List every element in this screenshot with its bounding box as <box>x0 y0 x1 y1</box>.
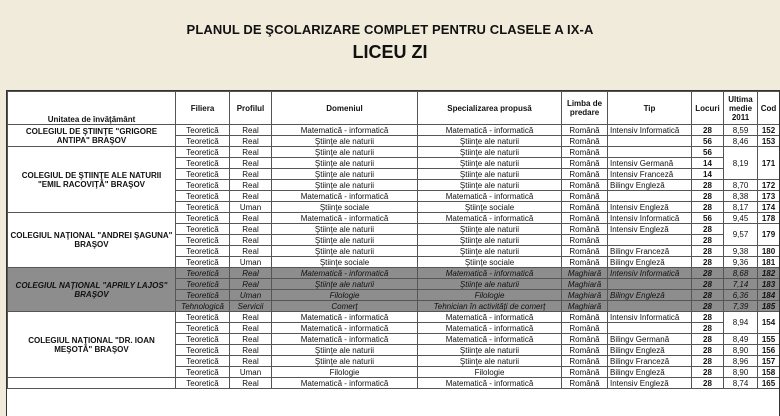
medie-cell: 9,45 <box>724 213 758 224</box>
table-row <box>8 268 780 279</box>
cod-cell: 157 <box>758 356 780 367</box>
cod-cell: 154 <box>758 312 780 334</box>
limba-cell: Română <box>562 323 608 334</box>
medie-cell: 8,74 <box>724 378 758 389</box>
tip-cell: Intensiv Engleză <box>608 224 692 235</box>
cod-cell: 155 <box>758 334 780 345</box>
filiera-cell: Teoretică <box>176 378 230 389</box>
domeniu-cell: Ştiinţe ale naturii <box>272 147 418 158</box>
domeniu-cell: Ştiinţe ale naturii <box>272 356 418 367</box>
filiera-cell: Teoretică <box>176 235 230 246</box>
locuri-cell: 28 <box>692 125 724 136</box>
school-name-cell: COLEGIUL NAŢIONAL "ANDREI ŞAGUNA" BRAŞOV <box>8 213 176 268</box>
table-row <box>8 147 780 158</box>
specializare-cell: Ştiinţe ale naturii <box>418 158 562 169</box>
locuri-cell: 28 <box>692 378 724 389</box>
specializare-cell: Ştiinţe ale naturii <box>418 169 562 180</box>
profil-cell: Real <box>230 158 272 169</box>
specializare-cell: Matematică - informatică <box>418 334 562 345</box>
tip-cell: Bilingv Germană <box>608 334 692 345</box>
medie-cell: 8,90 <box>724 367 758 378</box>
locuri-cell: 28 <box>692 224 724 235</box>
specializare-cell: Ştiinţe ale naturii <box>418 180 562 191</box>
column-header: Locuri <box>692 92 724 125</box>
medie-cell: 8,38 <box>724 191 758 202</box>
specializare-cell: Filologie <box>418 367 562 378</box>
filiera-cell: Teoretică <box>176 191 230 202</box>
cod-cell: 185 <box>758 301 780 312</box>
domeniu-cell: Filologie <box>272 367 418 378</box>
locuri-cell: 28 <box>692 202 724 213</box>
filiera-cell: Teoretică <box>176 279 230 290</box>
tip-cell: Bilingv Engleză <box>608 345 692 356</box>
school-name-cell: COLEGIUL NAŢIONAL "APRILY LAJOS" BRAŞOV <box>8 268 176 312</box>
domeniu-cell: Matematică - informatică <box>272 323 418 334</box>
profil-cell: Real <box>230 191 272 202</box>
tip-cell: Intensiv Franceză <box>608 169 692 180</box>
filiera-cell: Teoretică <box>176 136 230 147</box>
tip-cell: Intensiv Informatică <box>608 125 692 136</box>
locuri-cell: 28 <box>692 367 724 378</box>
filiera-cell: Teoretică <box>176 125 230 136</box>
column-header: Profilul <box>230 92 272 125</box>
medie-cell: 8,59 <box>724 125 758 136</box>
specializare-cell: Tehnician în activităţi de comerţ <box>418 301 562 312</box>
specializare-cell: Matematică - informatică <box>418 312 562 323</box>
limba-cell: Română <box>562 345 608 356</box>
profil-cell: Uman <box>230 290 272 301</box>
specializare-cell: Matematică - informatică <box>418 378 562 389</box>
tip-cell: Intensiv Informatică <box>608 312 692 323</box>
profil-cell: Real <box>230 345 272 356</box>
medie-cell: 8,96 <box>724 356 758 367</box>
cod-cell: 179 <box>758 224 780 246</box>
profil-cell: Real <box>230 169 272 180</box>
column-header: Ultima medie 2011 <box>724 92 758 125</box>
specializare-cell: Ştiinţe ale naturii <box>418 235 562 246</box>
locuri-cell: 28 <box>692 268 724 279</box>
tip-cell: Intensiv Informatică <box>608 213 692 224</box>
specializare-cell: Ştiinţe ale naturii <box>418 224 562 235</box>
tip-cell <box>608 147 692 158</box>
domeniu-cell: Ştiinţe ale naturii <box>272 169 418 180</box>
cod-cell: 181 <box>758 257 780 268</box>
profil-cell: Real <box>230 312 272 323</box>
specializare-cell: Ştiinţe sociale <box>418 202 562 213</box>
cod-cell: 173 <box>758 191 780 202</box>
filiera-cell: Teoretică <box>176 224 230 235</box>
domeniu-cell: Ştiinţe ale naturii <box>272 224 418 235</box>
tip-cell: Intensiv Engleză <box>608 378 692 389</box>
locuri-cell: 28 <box>692 257 724 268</box>
profil-cell: Real <box>230 334 272 345</box>
profil-cell: Uman <box>230 257 272 268</box>
cod-cell: 174 <box>758 202 780 213</box>
cod-cell: 180 <box>758 246 780 257</box>
medie-cell: 8,17 <box>724 202 758 213</box>
domeniu-cell: Matematică - informatică <box>272 312 418 323</box>
domeniu-cell: Filologie <box>272 290 418 301</box>
locuri-cell: 28 <box>692 345 724 356</box>
medie-cell: 8,49 <box>724 334 758 345</box>
domeniu-cell: Comerţ <box>272 301 418 312</box>
cod-cell: 172 <box>758 180 780 191</box>
specializare-cell: Ştiinţe ale naturii <box>418 246 562 257</box>
cod-cell: 178 <box>758 213 780 224</box>
cod-cell: 156 <box>758 345 780 356</box>
cod-cell: 158 <box>758 367 780 378</box>
medie-cell: 8,90 <box>724 345 758 356</box>
tip-cell <box>608 323 692 334</box>
specializare-cell: Matematică - informatică <box>418 323 562 334</box>
filiera-cell: Teoretică <box>176 158 230 169</box>
filiera-cell: Teoretică <box>176 268 230 279</box>
profil-cell: Real <box>230 356 272 367</box>
profil-cell: Real <box>230 125 272 136</box>
cod-cell: 184 <box>758 290 780 301</box>
filiera-cell: Teoretică <box>176 213 230 224</box>
specializare-cell: Matematică - informatică <box>418 125 562 136</box>
cod-cell: 165 <box>758 378 780 389</box>
domeniu-cell: Matematică - informatică <box>272 334 418 345</box>
filiera-cell: Teoretică <box>176 147 230 158</box>
column-header: Specializarea propusă <box>418 92 562 125</box>
profil-cell: Real <box>230 213 272 224</box>
medie-cell: 9,38 <box>724 246 758 257</box>
locuri-cell: 28 <box>692 356 724 367</box>
tip-cell <box>608 301 692 312</box>
domeniu-cell: Matematică - informatică <box>272 378 418 389</box>
limba-cell: Română <box>562 235 608 246</box>
school-name-cell: COLEGIUL DE ŞTIINŢE ALE NATURII "EMIL RACOVIŢĂ" BRAŞOV <box>8 147 176 213</box>
tip-cell: Intensiv Engleză <box>608 202 692 213</box>
specializare-cell: Matematică - informatică <box>418 213 562 224</box>
column-header: Domeniul <box>272 92 418 125</box>
limba-cell: Română <box>562 356 608 367</box>
cod-cell: 153 <box>758 136 780 147</box>
locuri-cell: 56 <box>692 147 724 158</box>
locuri-cell: 14 <box>692 158 724 169</box>
filiera-cell: Teoretică <box>176 312 230 323</box>
tip-cell <box>608 235 692 246</box>
profil-cell: Real <box>230 378 272 389</box>
limba-cell: Română <box>562 180 608 191</box>
filiera-cell: Tehnologică <box>176 301 230 312</box>
profil-cell: Uman <box>230 367 272 378</box>
medie-cell: 9,36 <box>724 257 758 268</box>
medie-cell: 7,39 <box>724 301 758 312</box>
domeniu-cell: Ştiinţe ale naturii <box>272 246 418 257</box>
limba-cell: Română <box>562 169 608 180</box>
domeniu-cell: Ştiinţe ale naturii <box>272 158 418 169</box>
profil-cell: Real <box>230 136 272 147</box>
filiera-cell: Teoretică <box>176 257 230 268</box>
domeniu-cell: Ştiinţe ale naturii <box>272 180 418 191</box>
limba-cell: Română <box>562 312 608 323</box>
domeniu-cell: Ştiinţe sociale <box>272 257 418 268</box>
locuri-cell: 28 <box>692 191 724 202</box>
cod-cell: 183 <box>758 279 780 290</box>
filiera-cell: Teoretică <box>176 290 230 301</box>
column-header: Filiera <box>176 92 230 125</box>
limba-cell: Maghiară <box>562 290 608 301</box>
tip-cell <box>608 279 692 290</box>
medie-cell: 8,46 <box>724 136 758 147</box>
specializare-cell: Matematică - informatică <box>418 191 562 202</box>
locuri-cell: 28 <box>692 246 724 257</box>
page-subtitle: LICEU ZI <box>352 42 428 62</box>
tip-cell: Intensiv Germană <box>608 158 692 169</box>
locuri-cell: 28 <box>692 323 724 334</box>
limba-cell: Română <box>562 367 608 378</box>
specializare-cell: Matematică - informatică <box>418 268 562 279</box>
limba-cell: Maghiară <box>562 279 608 290</box>
schooling-plan-table <box>6 90 780 416</box>
limba-cell: Română <box>562 224 608 235</box>
specializare-cell: Ştiinţe ale naturii <box>418 147 562 158</box>
locuri-cell: 28 <box>692 301 724 312</box>
locuri-cell: 28 <box>692 334 724 345</box>
limba-cell: Română <box>562 378 608 389</box>
column-header: Cod <box>758 92 780 125</box>
profil-cell: Real <box>230 224 272 235</box>
limba-cell: Română <box>562 202 608 213</box>
school-name-cell: COLEGIUL NAŢIONAL "DR. IOAN MEŞOTĂ" BRAŞOV <box>8 312 176 378</box>
filiera-cell: Teoretică <box>176 180 230 191</box>
filiera-cell: Teoretică <box>176 356 230 367</box>
tip-cell: Bilingv Engleză <box>608 290 692 301</box>
page-title: PLANUL DE ŞCOLARIZARE COMPLET PENTRU CLASELE A IX-A <box>186 22 594 37</box>
domeniu-cell: Ştiinţe ale naturii <box>272 136 418 147</box>
specializare-cell: Ştiinţe ale naturii <box>418 136 562 147</box>
limba-cell: Română <box>562 136 608 147</box>
limba-cell: Română <box>562 147 608 158</box>
medie-cell: 8,68 <box>724 268 758 279</box>
tip-cell: Bilingv Engleză <box>608 367 692 378</box>
medie-cell: 9,57 <box>724 224 758 246</box>
profil-cell: Servicii <box>230 301 272 312</box>
filiera-cell: Teoretică <box>176 345 230 356</box>
locuri-cell: 28 <box>692 235 724 246</box>
specializare-cell: Filologie <box>418 290 562 301</box>
column-header: Limba de predare <box>562 92 608 125</box>
locuri-cell: 28 <box>692 279 724 290</box>
limba-cell: Română <box>562 191 608 202</box>
school-name-cell <box>8 378 176 389</box>
locuri-cell: 28 <box>692 180 724 191</box>
domeniu-cell: Ştiinţe ale naturii <box>272 279 418 290</box>
table-row <box>8 378 780 389</box>
tip-cell: Bilingv Engleză <box>608 180 692 191</box>
profil-cell: Real <box>230 246 272 257</box>
limba-cell: Română <box>562 158 608 169</box>
limba-cell: Română <box>562 334 608 345</box>
profil-cell: Real <box>230 180 272 191</box>
table-header-row <box>8 92 780 125</box>
tip-cell <box>608 191 692 202</box>
filiera-cell: Teoretică <box>176 334 230 345</box>
domeniu-cell: Ştiinţe sociale <box>272 202 418 213</box>
specializare-cell: Ştiinţe ale naturii <box>418 356 562 367</box>
school-name-cell: COLEGIUL DE ŞTIINŢE "GRIGORE ANTIPA" BRAŞOV <box>8 125 176 147</box>
filiera-cell: Teoretică <box>176 367 230 378</box>
domeniu-cell: Ştiinţe ale naturii <box>272 235 418 246</box>
limba-cell: Română <box>562 246 608 257</box>
cod-cell: 152 <box>758 125 780 136</box>
tip-cell <box>608 136 692 147</box>
locuri-cell: 56 <box>692 136 724 147</box>
domeniu-cell: Matematică - informatică <box>272 125 418 136</box>
medie-cell: 8,19 <box>724 147 758 180</box>
limba-cell: Română <box>562 257 608 268</box>
filiera-cell: Teoretică <box>176 246 230 257</box>
specializare-cell: Ştiinţe ale naturii <box>418 345 562 356</box>
domeniu-cell: Ştiinţe ale naturii <box>272 345 418 356</box>
tip-cell: Bilingv Franceză <box>608 246 692 257</box>
profil-cell: Real <box>230 323 272 334</box>
profil-cell: Uman <box>230 202 272 213</box>
profil-cell: Real <box>230 147 272 158</box>
tip-cell: Bilingv Franceză <box>608 356 692 367</box>
specializare-cell: Ştiinţe ale naturii <box>418 279 562 290</box>
limba-cell: Maghiară <box>562 268 608 279</box>
medie-cell: 8,94 <box>724 312 758 334</box>
profil-cell: Real <box>230 235 272 246</box>
domeniu-cell: Matematică - informatică <box>272 268 418 279</box>
profil-cell: Real <box>230 279 272 290</box>
locuri-cell: 28 <box>692 312 724 323</box>
table-row <box>8 213 780 224</box>
cod-cell: 182 <box>758 268 780 279</box>
cod-cell: 171 <box>758 147 780 180</box>
table-row <box>8 125 780 136</box>
filiera-cell: Teoretică <box>176 202 230 213</box>
locuri-cell: 28 <box>692 290 724 301</box>
locuri-cell: 14 <box>692 169 724 180</box>
domeniu-cell: Matematică - informatică <box>272 213 418 224</box>
domeniu-cell: Matematică - informatică <box>272 191 418 202</box>
tip-cell: Bilingv Engleză <box>608 257 692 268</box>
medie-cell: 8,70 <box>724 180 758 191</box>
medie-cell: 7,14 <box>724 279 758 290</box>
limba-cell: Română <box>562 125 608 136</box>
column-header: Unitatea de învăţământ <box>8 92 176 125</box>
limba-cell: Română <box>562 213 608 224</box>
medie-cell: 6,36 <box>724 290 758 301</box>
limba-cell: Maghiară <box>562 301 608 312</box>
filiera-cell: Teoretică <box>176 169 230 180</box>
specializare-cell: Ştiinţe sociale <box>418 257 562 268</box>
tip-cell: Intensiv Informatică <box>608 268 692 279</box>
table-row <box>8 312 780 323</box>
locuri-cell: 56 <box>692 213 724 224</box>
column-header: Tip <box>608 92 692 125</box>
profil-cell: Real <box>230 268 272 279</box>
filiera-cell: Teoretică <box>176 323 230 334</box>
